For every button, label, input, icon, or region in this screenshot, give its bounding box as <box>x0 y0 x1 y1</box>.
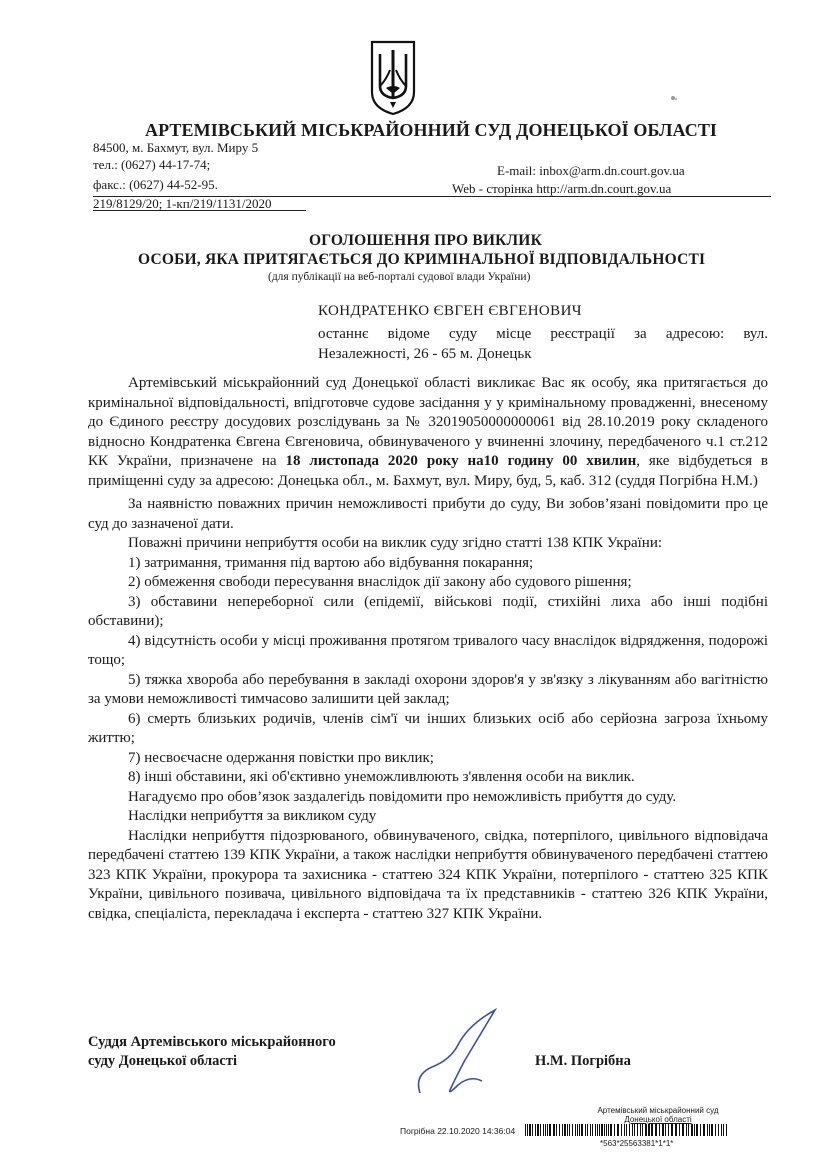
court-address: 84500, м. Бахмут, вул. Миру 5 <box>93 140 259 155</box>
barcode-bar <box>668 1124 669 1136</box>
barcode-bar <box>659 1124 660 1136</box>
barcode-bar <box>632 1124 633 1136</box>
barcode-bar <box>718 1124 719 1136</box>
valid-reason-item: 8) інші обставини, які об'єктивно унеможливлюють з'явлення особи на виклик. <box>128 769 635 785</box>
barcode-number: *563*25563381*1*1* <box>600 1139 674 1148</box>
reminder-paragraph: Нагадуємо про обов’язок заздалегідь повідомити про неможливість прибуття до суду. <box>128 788 677 805</box>
barcode-bar <box>645 1124 647 1136</box>
addressee-address-line2: Незалежності, 26 - 65 м. Донецьк <box>318 346 532 362</box>
barcode-bar <box>564 1124 566 1136</box>
barcode-bar <box>597 1124 598 1136</box>
barcode-bar <box>581 1124 583 1136</box>
case-number-underline <box>93 210 306 211</box>
barcode-bar <box>529 1124 531 1136</box>
barcode-bar <box>621 1124 622 1136</box>
summons-paragraph <box>88 374 768 491</box>
barcode-bar <box>525 1124 526 1136</box>
barcode-bar <box>540 1124 541 1136</box>
consequences-paragraph: Наслідки неприбуття підозрюваного, обвинуваченого, свідка, потерпілого, цивільного відповідача передбачені статтею 139 КПК України, а також наслідки неприбуття обвинуваченого передбачені статтею 323 КПК України, прокурора та захисника - статтею 324 КПК України, потерпілого - статтею 325 КПК України, цивільного позивача, цивільного відповідача та їх представників - статтею 326 КПК України, свідка, спеціаліста, перекладача і експерта - статтею 327 КПК України. <box>88 827 768 922</box>
valid-reason-item: 2) обмеження свободи пересування внаслідок дії закону або судового рішення; <box>128 574 632 590</box>
barcode-bar <box>703 1124 705 1136</box>
barcode-bar <box>655 1124 657 1136</box>
document-subtitle: ОСОБИ, ЯКА ПРИТЯГАЄТЬСЯ ДО КРИМІНАЛЬНОЇ ВІДПОВІДАЛЬНОСТІ <box>138 251 706 268</box>
barcode-bar <box>575 1124 576 1136</box>
judge-title-line1: Суддя Артемівського міськрайонного <box>88 1034 336 1050</box>
judge-name: Н.М. Погрібна <box>535 1053 631 1069</box>
barcode-bar <box>545 1124 546 1136</box>
barcode-bar <box>671 1124 673 1136</box>
barcode-bar <box>556 1124 557 1136</box>
barcode-bar <box>595 1124 596 1136</box>
summons-text: Артемівський міськрайонний суд Донецької області викликає Вас як особу, яка притягається до кримінальної відповідальності, впідготовче судове засідання у у кримінальному провадженні, внесеному до Єдиного реєстру досудових розслідувань за № 32019050000000061 від 28.10.2019 року складеного відносно Кондратенка Євгена Євгеновича, обвинуваченого у вчиненні злочину, передбаченого ч.1 ст.212 КК України, призначене на <box>88 375 768 469</box>
barcode-bar <box>606 1124 607 1136</box>
stamp-court-line1: Артемівський міськрайонний суд <box>597 1106 719 1115</box>
court-name-heading: АРТЕМІВСЬКИЙ МІСЬКРАЙОННИЙ СУД ДОНЕЦЬКОЇ ОБЛАСТІ <box>145 120 718 140</box>
scan-speck <box>668 93 680 103</box>
barcode-bar <box>723 1124 724 1136</box>
barcode-bar <box>567 1124 568 1136</box>
barcode-bar <box>665 1124 666 1136</box>
barcode-bar <box>617 1124 619 1136</box>
barcode-bar <box>682 1124 684 1136</box>
barcode-bar <box>707 1124 708 1136</box>
barcode-bar <box>553 1124 555 1136</box>
e-signature-stamp: Погрібна 22.10.2020 14:36:04 <box>400 1126 516 1136</box>
stamp-court <box>578 1106 738 1124</box>
barcode-bar <box>549 1124 551 1136</box>
barcode-icon <box>525 1124 730 1136</box>
barcode-bar <box>614 1124 615 1136</box>
barcode-bar <box>559 1124 560 1136</box>
barcode-bar <box>532 1124 533 1136</box>
barcode-bar <box>592 1124 593 1136</box>
valid-reason-item: 6) смерть близьких родичів, членів сім'ї чи інших близьких осіб або серйозна загроза їхньому життю; <box>88 710 768 746</box>
coat-of-arms-icon <box>368 40 418 116</box>
barcode-bar <box>587 1124 588 1136</box>
valid-reason-item: 7) несвоєчасне одержання повістки про виклик; <box>128 749 434 766</box>
valid-reason-item: 3) обставини непереборної сили (епідемії, військові події, стихійні лиха або інші подібні обставини); <box>88 593 768 629</box>
barcode-bar <box>651 1124 653 1136</box>
barcode-bar <box>577 1124 578 1136</box>
valid-reasons-heading: Поважні причини неприбуття особи на виклик суду згідно статті 138 КПК України: <box>128 535 663 551</box>
barcode-bar <box>691 1124 693 1136</box>
barcode-bar <box>569 1124 570 1136</box>
barcode-bar <box>572 1124 573 1136</box>
judge-title <box>88 1033 336 1071</box>
barcode-bar <box>696 1124 698 1136</box>
valid-reason-item: 4) відсутність особи у місці проживання протягом тривалого часу внаслідок відрядження, подорожі тощо; <box>88 632 768 668</box>
barcode-bar <box>709 1124 710 1136</box>
notice-body <box>88 374 768 924</box>
barcode-bar <box>579 1124 580 1136</box>
publication-note: (для публікації на веб-порталі судової влади України) <box>268 271 531 283</box>
barcode-bar <box>711 1124 713 1136</box>
barcode-bar <box>562 1124 563 1136</box>
valid-reason-item: 5) тяжка хвороба або перебування в закладі охорони здоров'я у зв'язку з лікуванням або вагітністю за умови неможливості тимчасово залишити цей заклад; <box>88 671 768 707</box>
barcode-bar <box>537 1124 539 1136</box>
barcode-bar <box>640 1124 641 1136</box>
barcode-bar <box>535 1124 536 1136</box>
valid-reasons-list <box>88 554 768 788</box>
barcode-bar <box>642 1124 643 1136</box>
case-number: 219/8129/20; 1-кп/219/1131/2020 <box>93 196 272 211</box>
barcode-bar <box>726 1124 727 1136</box>
barcode-bar <box>694 1124 695 1136</box>
barcode-bar <box>721 1124 722 1136</box>
barcode-bar <box>547 1124 548 1136</box>
judge-title-line2: суду Донецької області <box>88 1053 238 1069</box>
summons-text-cont: , яке відбудеться в приміщенні суду за адресою: Донецька обл., м. Бахмут, вул. Миру, буд, 5, каб. 312 (суддя Погрібна Н.М.) <box>88 453 768 489</box>
barcode-bar <box>624 1124 625 1136</box>
stamp-court-line2: Донецької області <box>624 1115 692 1124</box>
barcode-bar <box>629 1124 630 1136</box>
addressee-name: КОНДРАТЕНКО ЄВГЕН ЄВГЕНОВИЧ <box>318 303 582 319</box>
court-website: Web - сторінка http://arm.dn.court.gov.ua <box>452 181 672 196</box>
court-email: E-mail: inbox@arm.dn.court.gov.ua <box>497 163 685 178</box>
barcode-bar <box>637 1124 638 1136</box>
barcode-bar <box>634 1124 635 1136</box>
consequences-heading: Наслідки неприбуття за викликом суду <box>128 808 377 824</box>
barcode-bar <box>543 1124 544 1136</box>
barcode-bar <box>686 1124 687 1136</box>
addressee-address <box>318 324 768 364</box>
notify-paragraph: За наявністю поважних причин неможливості прибути до суду, Ви зобов’язані повідомити про це суд до зазначеної дати. <box>88 496 768 532</box>
addressee-address-line1: останнє відоме суду місце реєстрації за адресою: вул. <box>318 326 768 342</box>
barcode-bar <box>599 1124 600 1136</box>
barcode-bar <box>601 1124 603 1136</box>
court-phone: тел.: (0627) 44-17-74; <box>93 157 211 172</box>
barcode-bar <box>662 1124 664 1136</box>
barcode-bar <box>590 1124 591 1136</box>
barcode-bar <box>715 1124 716 1136</box>
document-title: ОГОЛОШЕННЯ ПРО ВИКЛИК <box>309 232 543 249</box>
valid-reason-item: 1) затримання, тримання під вартою або відбування покарання; <box>128 554 534 571</box>
barcode-bar <box>610 1124 612 1136</box>
barcode-bar <box>585 1124 586 1136</box>
court-fax: факс.: (0627) 44-52-95. <box>93 177 218 192</box>
barcode-bar <box>608 1124 609 1136</box>
barcode-bar <box>648 1124 650 1136</box>
barcode-bar <box>626 1124 627 1136</box>
barcode-bar <box>675 1124 677 1136</box>
barcode-bar <box>527 1124 528 1136</box>
barcode-bar <box>700 1124 701 1136</box>
barcode-bar <box>679 1124 680 1136</box>
barcode-bar <box>604 1124 605 1136</box>
handwritten-signature <box>410 1005 510 1105</box>
barcode-bar <box>688 1124 689 1136</box>
hearing-datetime: 18 листопада 2020 року на10 годину 00 хвилин <box>285 453 637 469</box>
